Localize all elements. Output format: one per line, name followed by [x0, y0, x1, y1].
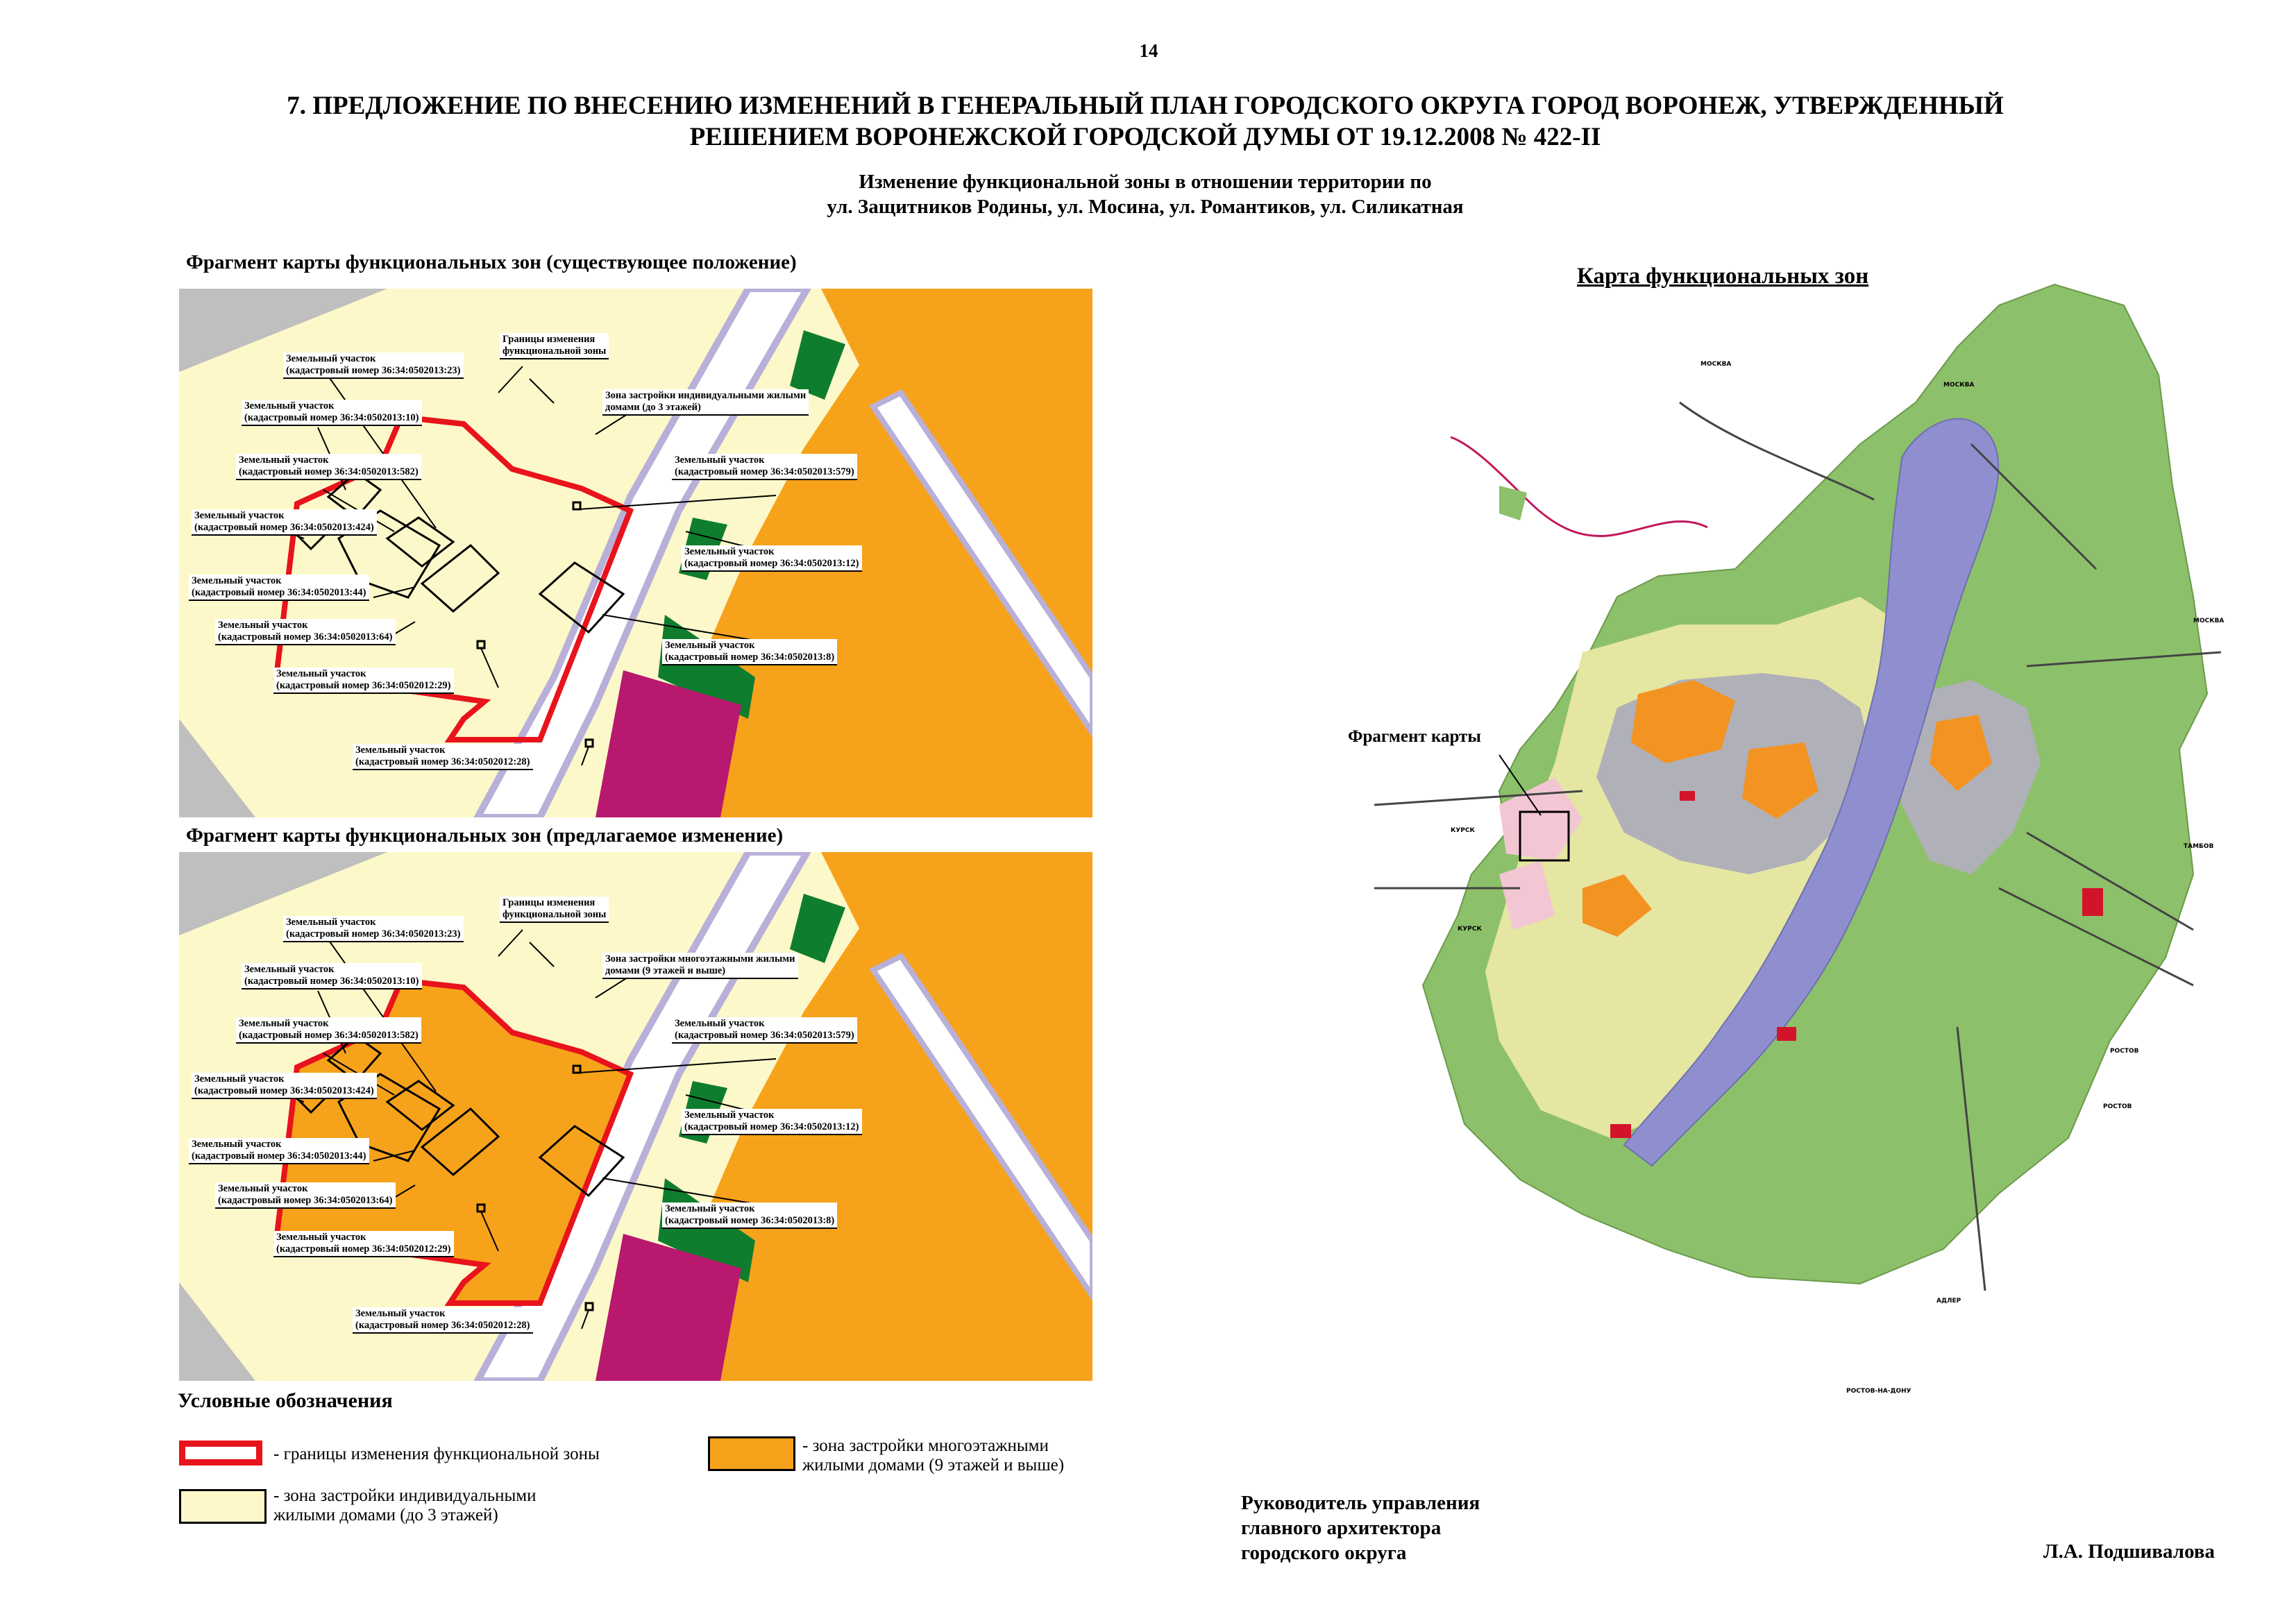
zone-label-existing: Зона застройки индивидуальными жилыми домами (до 3 этажей): [602, 389, 809, 416]
existing-fragment-map: [179, 289, 1092, 817]
parcel-label-582: Земельный участок (кадастровый номер 36:34:0502013:582): [236, 454, 421, 480]
road-label-moscow-3: МОСКВА: [2193, 618, 2225, 624]
signer-name: Л.А. Подшивалова: [2043, 1540, 2215, 1563]
city-map-title: Карта функциональных зон: [1577, 264, 1869, 289]
existing-fragment-caption: Фрагмент карты функциональных зон (существующее положение): [186, 251, 797, 273]
document-title: [208, 90, 2082, 153]
boundary-label-proposed: Границы изменения функциональной зоны: [500, 897, 609, 923]
boundary-label: Границы изменения функциональной зоны: [500, 333, 609, 359]
road-label-tambov: ТАМБОВ: [2184, 843, 2214, 850]
parcel-label-10: Земельный участок (кадастровый номер 36:34:0502013:10): [242, 400, 422, 426]
road-label-rostov-on-don: РОСТОВ-НА-ДОНУ: [1846, 1388, 1911, 1395]
parcel-label-10-proposed: Земельный участок (кадастровый номер 36:34:0502013:10): [242, 963, 422, 989]
legend-boundary-text: - границы изменения функциональной зоны: [273, 1445, 600, 1463]
parcel-label-424: Земельный участок (кадастровый номер 36:34:0502013:424): [192, 509, 377, 536]
parcel-label-29-proposed: Земельный участок (кадастровый номер 36:34:0502012:29): [273, 1231, 454, 1257]
title-line-2: РЕШЕНИЕМ ВОРОНЕЖСКОЙ ГОРОДСКОЙ ДУМЫ ОТ 19.12.2008 № 422-II: [689, 123, 1601, 151]
parcel-label-23: Земельный участок (кадастровый номер 36:34:0502013:23): [283, 352, 464, 379]
road-label-kursk-2: КУРСК: [1458, 926, 1482, 933]
document-subtitle: [208, 169, 2082, 219]
parcel-label-8: Земельный участок (кадастровый номер 36:34:0502013:8): [662, 639, 837, 665]
road-label-adler: АДЛЕР: [1936, 1298, 1961, 1305]
road-label-kursk-1: КУРСК: [1451, 827, 1475, 834]
parcel-label-12: Земельный участок (кадастровый номер 36:34:0502013:12): [682, 545, 862, 572]
parcel-label-579-proposed: Земельный участок (кадастровый номер 36:34:0502013:579): [672, 1017, 857, 1044]
road-label-rostov-1: РОСТОВ: [2110, 1048, 2139, 1055]
zone-label-proposed: Зона застройки многоэтажными жилыми домами (9 этажей и выше): [602, 953, 798, 979]
subtitle-line-1: Изменение функциональной зоны в отношении территории по: [859, 171, 1432, 193]
legend-boundary-swatch: [179, 1441, 262, 1465]
legend-individual-text: - зона застройки индивидуальными жилыми домами (до 3 этажей): [273, 1486, 537, 1524]
signature-block: Руководитель управления главного архитектора городского округа: [1241, 1492, 1480, 1564]
parcel-label-424-proposed: Земельный участок (кадастровый номер 36:34:0502013:424): [192, 1073, 377, 1099]
subtitle-line-2: ул. Защитников Родины, ул. Мосина, ул. Романтиков, ул. Силикатная: [827, 196, 1464, 218]
city-map-drawing: [1291, 264, 2235, 1499]
parcel-label-28: Земельный участок (кадастровый номер 36:34:0502012:28): [353, 744, 533, 770]
page-number: 14: [1139, 40, 1158, 61]
parcel-label-12-proposed: Земельный участок (кадастровый номер 36:34:0502013:12): [682, 1109, 862, 1135]
road-label-moscow-2: МОСКВА: [1943, 382, 1975, 389]
proposed-fragment-map: [179, 852, 1092, 1381]
legend-multistorey-swatch: [708, 1436, 795, 1471]
road-label-moscow-1: МОСКВА: [1700, 361, 1732, 368]
legend-multistorey-text: - зона застройки многоэтажными жилыми домами (9 этажей и выше): [802, 1436, 1065, 1475]
parcel-label-579: Земельный участок (кадастровый номер 36:34:0502013:579): [672, 454, 857, 480]
city-fragment-label: Фрагмент карты: [1348, 727, 1481, 746]
road-label-rostov-2: РОСТОВ: [2103, 1103, 2132, 1110]
parcel-label-64: Земельный участок (кадастровый номер 36:34:0502013:64): [215, 619, 396, 645]
parcel-label-64-proposed: Земельный участок (кадастровый номер 36:34:0502013:64): [215, 1182, 396, 1209]
parcel-label-23-proposed: Земельный участок (кадастровый номер 36:34:0502013:23): [283, 916, 464, 942]
parcel-label-28-proposed: Земельный участок (кадастровый номер 36:34:0502012:28): [353, 1307, 533, 1334]
parcel-label-582-proposed: Земельный участок (кадастровый номер 36:34:0502013:582): [236, 1017, 421, 1044]
parcel-label-44-proposed: Земельный участок (кадастровый номер 36:34:0502013:44): [189, 1138, 369, 1164]
parcel-label-8-proposed: Земельный участок (кадастровый номер 36:34:0502013:8): [662, 1203, 837, 1229]
legend-title: Условные обозначения: [178, 1389, 393, 1412]
title-line-1: 7. ПРЕДЛОЖЕНИЕ ПО ВНЕСЕНИЮ ИЗМЕНЕНИЙ В ГЕНЕРАЛЬНЫЙ ПЛАН ГОРОДСКОГО ОКРУГА ГОРОД ВОРОНЕЖ, УТВЕРЖДЕННЫЙ: [287, 92, 2004, 120]
parcel-label-29: Земельный участок (кадастровый номер 36:34:0502012:29): [273, 668, 454, 694]
proposed-fragment-caption: Фрагмент карты функциональных зон (предлагаемое изменение): [186, 824, 784, 847]
legend-individual-swatch: [179, 1489, 267, 1524]
city-functional-zones-map: [1291, 264, 2235, 1499]
parcel-label-44: Земельный участок (кадастровый номер 36:34:0502013:44): [189, 575, 369, 601]
